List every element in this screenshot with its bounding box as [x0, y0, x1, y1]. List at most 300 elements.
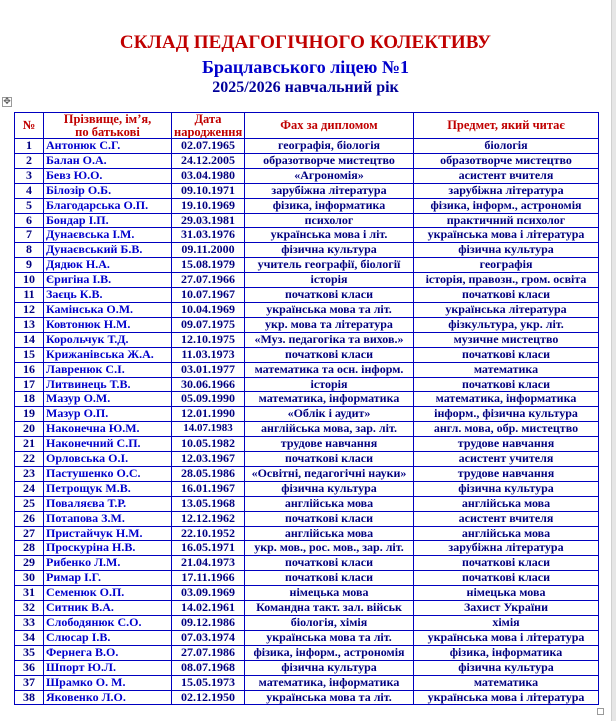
teacher-name-cell[interactable]	[44, 228, 172, 243]
row-number-cell[interactable]	[15, 601, 44, 616]
diploma-specialty-cell[interactable]	[245, 288, 414, 303]
row-number: 9	[26, 257, 32, 272]
teacher-name-cell[interactable]	[44, 630, 172, 645]
birth-date-cell[interactable]	[172, 660, 245, 675]
diploma-specialty-cell[interactable]	[245, 675, 414, 690]
taught-subject-cell[interactable]	[414, 511, 599, 526]
birth-date: 16.05.1971	[181, 540, 235, 555]
teacher-name: Благодарська О.П.	[46, 198, 149, 212]
diploma-specialty-cell[interactable]	[245, 228, 414, 243]
teacher-name-cell[interactable]	[44, 526, 172, 541]
header-date-line2: народження	[174, 124, 243, 139]
taught-subject: початкові класи	[461, 347, 551, 361]
birth-date-cell[interactable]	[172, 377, 245, 392]
table-row	[15, 392, 599, 407]
diploma-specialty: англійська мова	[284, 496, 374, 510]
row-number-cell[interactable]	[15, 586, 44, 601]
teacher-name: Слюсар І.В.	[46, 630, 111, 644]
teacher-name-cell[interactable]	[44, 466, 172, 481]
row-number-cell[interactable]	[15, 347, 44, 362]
birth-date: 03.09.1969	[181, 585, 235, 600]
table-row	[15, 496, 599, 511]
teacher-name-cell[interactable]	[44, 452, 172, 467]
diploma-specialty-cell[interactable]	[245, 153, 414, 168]
teacher-name-cell[interactable]	[44, 198, 172, 213]
diploma-specialty: українська мова і літ.	[270, 227, 388, 242]
row-number-cell[interactable]	[15, 526, 44, 541]
birth-date-cell[interactable]	[172, 228, 245, 243]
teacher-name: Лавренюк С.І.	[46, 362, 125, 376]
taught-subject-cell[interactable]	[414, 675, 599, 690]
diploma-specialty-cell[interactable]	[245, 690, 414, 705]
taught-subject-cell[interactable]	[414, 690, 599, 705]
birth-date-cell[interactable]	[172, 347, 245, 362]
row-number-cell[interactable]	[15, 422, 44, 437]
diploma-specialty-cell[interactable]	[245, 437, 414, 452]
row-number-cell[interactable]	[15, 541, 44, 556]
birth-date-cell[interactable]	[172, 675, 245, 690]
row-number-cell[interactable]	[15, 481, 44, 496]
teacher-name-cell[interactable]	[44, 332, 172, 347]
diploma-specialty-cell[interactable]	[245, 198, 414, 213]
row-number: 29	[23, 555, 35, 570]
diploma-specialty-cell[interactable]	[245, 645, 414, 660]
row-number: 12	[23, 302, 35, 316]
row-number-cell[interactable]	[15, 139, 44, 154]
row-number-cell[interactable]	[15, 153, 44, 168]
taught-subject-cell[interactable]	[414, 616, 599, 631]
taught-subject-cell[interactable]	[414, 496, 599, 511]
row-number: 18	[23, 391, 35, 406]
diploma-specialty: математика, інформатика	[258, 675, 400, 689]
taught-subject-cell[interactable]	[414, 362, 599, 377]
taught-subject-cell[interactable]	[414, 466, 599, 481]
diploma-specialty: початкові класи	[284, 451, 374, 466]
row-number-cell[interactable]	[15, 288, 44, 303]
row-number: 13	[23, 317, 35, 331]
row-number-cell[interactable]	[15, 496, 44, 511]
taught-subject-cell[interactable]	[414, 630, 599, 645]
diploma-specialty-cell[interactable]	[245, 392, 414, 407]
teacher-name-cell[interactable]	[44, 183, 172, 198]
taught-subject-cell[interactable]	[414, 168, 599, 183]
taught-subject-cell[interactable]	[414, 481, 599, 496]
birth-date-cell[interactable]	[172, 437, 245, 452]
diploma-specialty: географія, біологія	[277, 138, 381, 152]
birth-date: 12.01.1990	[181, 406, 235, 421]
taught-subject: асистент учителя	[458, 451, 554, 466]
taught-subject-cell[interactable]	[414, 273, 599, 288]
taught-subject-cell[interactable]	[414, 601, 599, 616]
row-number-cell[interactable]	[15, 452, 44, 467]
taught-subject-cell[interactable]	[414, 437, 599, 452]
diploma-specialty: фізична культура	[281, 481, 377, 495]
scrollbar[interactable]	[611, 0, 616, 721]
birth-date: 15.08.1979	[181, 257, 235, 272]
staff-table-body	[15, 139, 599, 705]
teacher-name-cell[interactable]	[44, 302, 172, 317]
teacher-name-cell[interactable]	[44, 586, 172, 601]
birth-date-cell[interactable]	[172, 690, 245, 705]
birth-date: 15.05.1973	[181, 675, 235, 689]
teacher-name: Мазур О.М.	[46, 391, 111, 406]
diploma-specialty-cell[interactable]	[245, 556, 414, 571]
teacher-name-cell[interactable]	[44, 496, 172, 511]
row-number-cell[interactable]	[15, 630, 44, 645]
table-row	[15, 228, 599, 243]
diploma-specialty-cell[interactable]	[245, 273, 414, 288]
taught-subject-cell[interactable]	[414, 288, 599, 303]
teacher-name: Яковенко Л.О.	[46, 690, 126, 704]
row-number: 37	[23, 675, 35, 689]
birth-date-cell[interactable]	[172, 541, 245, 556]
birth-date: 17.11.1966	[181, 570, 235, 585]
birth-date-cell[interactable]	[172, 496, 245, 511]
taught-subject-cell[interactable]	[414, 660, 599, 675]
table-row	[15, 168, 599, 183]
birth-date: 24.12.2005	[181, 153, 235, 167]
row-number: 21	[23, 436, 35, 451]
taught-subject-cell[interactable]	[414, 213, 599, 228]
teacher-name-cell[interactable]	[44, 481, 172, 496]
teacher-name-cell[interactable]	[44, 288, 172, 303]
birth-date: 10.04.1969	[181, 302, 235, 316]
taught-subject-cell[interactable]	[414, 228, 599, 243]
birth-date-cell[interactable]	[172, 153, 245, 168]
table-row	[15, 556, 599, 571]
birth-date-cell[interactable]	[172, 258, 245, 273]
row-number: 27	[23, 526, 35, 540]
diploma-specialty-cell[interactable]	[245, 317, 414, 332]
taught-subject: початкові класи	[461, 377, 551, 391]
teacher-name-cell[interactable]	[44, 347, 172, 362]
table-row	[15, 437, 599, 452]
diploma-specialty-cell[interactable]	[245, 571, 414, 586]
teacher-name-cell[interactable]	[44, 392, 172, 407]
teacher-name-cell[interactable]	[44, 556, 172, 571]
diploma-specialty-cell[interactable]	[245, 496, 414, 511]
header-name	[44, 113, 172, 139]
birth-date: 08.07.1968	[181, 660, 235, 674]
taught-subject: початкові класи	[461, 287, 551, 302]
diploma-specialty-cell[interactable]	[245, 362, 414, 377]
row-number: 11	[23, 287, 35, 302]
taught-subject-cell[interactable]	[414, 407, 599, 422]
birth-date-cell[interactable]	[172, 586, 245, 601]
diploma-specialty-cell[interactable]	[245, 511, 414, 526]
row-number-cell[interactable]	[15, 302, 44, 317]
taught-subject-cell[interactable]	[414, 183, 599, 198]
birth-date-cell[interactable]	[172, 481, 245, 496]
teacher-name: Пристайчук Н.М.	[46, 526, 143, 540]
paragraph-end-mark	[597, 708, 604, 715]
row-number-cell[interactable]	[15, 258, 44, 273]
taught-subject: математика, інформатика	[435, 391, 577, 406]
taught-subject: музичне мистецтво	[453, 332, 559, 346]
birth-date-cell[interactable]	[172, 571, 245, 586]
teacher-name-cell[interactable]	[44, 139, 172, 154]
row-number: 1	[26, 138, 32, 152]
teacher-name: Потапова З.М.	[46, 511, 125, 525]
diploma-specialty-cell[interactable]	[245, 526, 414, 541]
diploma-specialty-cell[interactable]	[245, 541, 414, 556]
birth-date-cell[interactable]	[172, 556, 245, 571]
header-num	[15, 113, 44, 139]
table-row	[15, 347, 599, 362]
taught-subject-cell[interactable]	[414, 302, 599, 317]
teacher-name: Білозір О.Б.	[46, 183, 112, 197]
birth-date-cell[interactable]	[172, 288, 245, 303]
taught-subject: історія, правозн., гром. освіта	[425, 272, 587, 287]
teacher-name-cell[interactable]	[44, 168, 172, 183]
birth-date: 02.12.1950	[181, 690, 235, 704]
diploma-specialty-cell[interactable]	[245, 407, 414, 422]
taught-subject-cell[interactable]	[414, 139, 599, 154]
row-number-cell[interactable]	[15, 511, 44, 526]
taught-subject-cell[interactable]	[414, 571, 599, 586]
diploma-specialty-cell[interactable]	[245, 377, 414, 392]
teacher-name-cell[interactable]	[44, 243, 172, 258]
birth-date-cell[interactable]	[172, 645, 245, 660]
taught-subject-cell[interactable]	[414, 243, 599, 258]
table-row	[15, 213, 599, 228]
diploma-specialty: фізика, інформатика	[272, 198, 386, 212]
table-row	[15, 601, 599, 616]
diploma-specialty: трудове навчання	[280, 436, 378, 451]
birth-date-cell[interactable]	[172, 407, 245, 422]
diploma-specialty-cell[interactable]	[245, 258, 414, 273]
diploma-specialty-cell[interactable]	[245, 601, 414, 616]
row-number-cell[interactable]	[15, 198, 44, 213]
taught-subject-cell[interactable]	[414, 422, 599, 437]
row-number-cell[interactable]	[15, 332, 44, 347]
teacher-name: Орловська О.І.	[46, 451, 129, 466]
row-number-cell[interactable]	[15, 362, 44, 377]
diploma-specialty-cell[interactable]	[245, 586, 414, 601]
taught-subject: асистент вчителя	[458, 511, 554, 525]
table-row	[15, 541, 599, 556]
birth-date: 14.02.1961	[181, 600, 235, 615]
taught-subject-cell[interactable]	[414, 645, 599, 660]
birth-date: 27.07.1966	[181, 272, 235, 287]
taught-subject: трудове навчання	[457, 436, 555, 451]
taught-subject-cell[interactable]	[414, 198, 599, 213]
row-number-cell[interactable]	[15, 213, 44, 228]
row-number-cell[interactable]	[15, 437, 44, 452]
teacher-name: Слободянюк С.О.	[46, 615, 142, 629]
taught-subject-cell[interactable]	[414, 153, 599, 168]
birth-date: 12.10.1975	[181, 332, 235, 346]
teacher-name-cell[interactable]	[44, 571, 172, 586]
taught-subject: біологія	[484, 138, 528, 152]
header-num-label: №	[22, 118, 36, 133]
row-number-cell[interactable]	[15, 660, 44, 675]
taught-subject-cell[interactable]	[414, 452, 599, 467]
teacher-name-cell[interactable]	[44, 362, 172, 377]
teacher-name-cell[interactable]	[44, 675, 172, 690]
teacher-name-cell[interactable]	[44, 422, 172, 437]
teacher-name-cell[interactable]	[44, 541, 172, 556]
row-number-cell[interactable]	[15, 675, 44, 690]
diploma-specialty-cell[interactable]	[245, 332, 414, 347]
table-row	[15, 511, 599, 526]
taught-subject-cell[interactable]	[414, 332, 599, 347]
teacher-name-cell[interactable]	[44, 645, 172, 660]
document-subtitle: Брацлавського ліцею №1	[202, 57, 409, 77]
taught-subject: зарубіжна література	[448, 540, 564, 555]
row-number-cell[interactable]	[15, 243, 44, 258]
table-row	[15, 466, 599, 481]
birth-date-cell[interactable]	[172, 139, 245, 154]
birth-date-cell[interactable]	[172, 302, 245, 317]
birth-date-cell[interactable]	[172, 198, 245, 213]
teacher-name: Поваляєва Т.Р.	[46, 496, 127, 510]
teacher-name: Пастушенко О.С.	[46, 466, 141, 480]
taught-subject: початкові класи	[461, 555, 551, 570]
teacher-name: Балан О.А.	[46, 153, 107, 167]
taught-subject-cell[interactable]	[414, 392, 599, 407]
row-number-cell[interactable]	[15, 466, 44, 481]
birth-date-cell[interactable]	[172, 526, 245, 541]
taught-subject: фізична культура	[458, 481, 554, 495]
birth-date-cell[interactable]	[172, 273, 245, 288]
teacher-name-cell[interactable]	[44, 407, 172, 422]
table-row	[15, 571, 599, 586]
teacher-name-cell[interactable]	[44, 660, 172, 675]
row-number-cell[interactable]	[15, 183, 44, 198]
birth-date-cell[interactable]	[172, 168, 245, 183]
diploma-specialty-cell[interactable]	[245, 302, 414, 317]
diploma-specialty-cell[interactable]	[245, 422, 414, 437]
birth-date: 03.04.1980	[181, 168, 235, 182]
birth-date-cell[interactable]	[172, 511, 245, 526]
birth-date-cell[interactable]	[172, 422, 245, 437]
diploma-specialty-cell[interactable]	[245, 213, 414, 228]
table-move-handle-icon[interactable]: ✥	[3, 97, 11, 107]
row-number-cell[interactable]	[15, 645, 44, 660]
diploma-specialty-cell[interactable]	[245, 168, 414, 183]
birth-date: 05.09.1990	[181, 391, 235, 406]
teacher-name-cell[interactable]	[44, 690, 172, 705]
taught-subject-cell[interactable]	[414, 347, 599, 362]
teacher-name-cell[interactable]	[44, 377, 172, 392]
taught-subject: українська мова і література	[427, 630, 585, 644]
taught-subject: фізична культура	[458, 660, 554, 674]
table-row	[15, 362, 599, 377]
row-number-cell[interactable]	[15, 690, 44, 705]
birth-date-cell[interactable]	[172, 183, 245, 198]
diploma-specialty: фізика, інформ., астрономія	[253, 645, 405, 659]
birth-date-cell[interactable]	[172, 243, 245, 258]
row-number-cell[interactable]	[15, 616, 44, 631]
row-number: 30	[23, 570, 35, 585]
birth-date-cell[interactable]	[172, 213, 245, 228]
row-number-cell[interactable]	[15, 571, 44, 586]
teacher-name-cell[interactable]	[44, 601, 172, 616]
taught-subject: Захист України	[463, 600, 549, 615]
row-number-cell[interactable]	[15, 407, 44, 422]
diploma-specialty: Командна такт. зал. військ	[256, 600, 402, 615]
birth-date-cell[interactable]	[172, 317, 245, 332]
taught-subject-cell[interactable]	[414, 541, 599, 556]
diploma-specialty-cell[interactable]	[245, 243, 414, 258]
row-number-cell[interactable]	[15, 168, 44, 183]
table-row	[15, 377, 599, 392]
teacher-name-cell[interactable]	[44, 511, 172, 526]
row-number: 15	[23, 347, 35, 361]
row-number-cell[interactable]	[15, 228, 44, 243]
diploma-specialty-cell[interactable]	[245, 660, 414, 675]
diploma-specialty-cell[interactable]	[245, 452, 414, 467]
birth-date-cell[interactable]	[172, 466, 245, 481]
row-number-cell[interactable]	[15, 273, 44, 288]
taught-subject-cell[interactable]	[414, 586, 599, 601]
diploma-specialty-cell[interactable]	[245, 183, 414, 198]
taught-subject-cell[interactable]	[414, 258, 599, 273]
diploma-specialty: історія	[310, 272, 348, 287]
birth-date-cell[interactable]	[172, 452, 245, 467]
row-number: 28	[23, 540, 35, 555]
diploma-specialty-cell[interactable]	[245, 630, 414, 645]
teacher-name-cell[interactable]	[44, 153, 172, 168]
diploma-specialty: «Облік і аудит»	[287, 406, 371, 421]
diploma-specialty-cell[interactable]	[245, 481, 414, 496]
row-number-cell[interactable]	[15, 317, 44, 332]
row-number: 4	[26, 183, 32, 197]
row-number-cell[interactable]	[15, 556, 44, 571]
teacher-name-cell[interactable]	[44, 437, 172, 452]
row-number: 5	[26, 198, 32, 212]
birth-date-cell[interactable]	[172, 362, 245, 377]
table-header-row	[15, 113, 599, 139]
row-number: 24	[23, 481, 35, 495]
birth-date: 19.10.1969	[181, 198, 235, 212]
row-number: 16	[23, 362, 35, 376]
taught-subject-cell[interactable]	[414, 526, 599, 541]
diploma-specialty-cell[interactable]	[245, 347, 414, 362]
taught-subject-cell[interactable]	[414, 556, 599, 571]
diploma-specialty-cell[interactable]	[245, 139, 414, 154]
row-number: 34	[23, 630, 35, 644]
row-number-cell[interactable]	[15, 377, 44, 392]
teacher-name-cell[interactable]	[44, 273, 172, 288]
birth-date-cell[interactable]	[172, 616, 245, 631]
row-number: 19	[23, 406, 35, 421]
teacher-name-cell[interactable]	[44, 213, 172, 228]
birth-date-cell[interactable]	[172, 332, 245, 347]
birth-date-cell[interactable]	[172, 630, 245, 645]
diploma-specialty-cell[interactable]	[245, 616, 414, 631]
teacher-name: Римар І.Г.	[46, 570, 101, 585]
table-row	[15, 317, 599, 332]
header-specialty-label: Фах за дипломом	[280, 118, 378, 133]
diploma-specialty-cell[interactable]	[245, 466, 414, 481]
birth-date: 21.04.1973	[181, 555, 235, 570]
row-number: 6	[26, 213, 32, 227]
birth-date: 02.07.1965	[181, 138, 235, 152]
teacher-name: Шпорт Ю.Л.	[46, 660, 116, 674]
teacher-name-cell[interactable]	[44, 616, 172, 631]
birth-date-cell[interactable]	[172, 601, 245, 616]
taught-subject-cell[interactable]	[414, 317, 599, 332]
row-number-cell[interactable]	[15, 392, 44, 407]
taught-subject: англійська мова	[461, 496, 551, 510]
teacher-name-cell[interactable]	[44, 258, 172, 273]
birth-date-cell[interactable]	[172, 392, 245, 407]
teacher-name-cell[interactable]	[44, 317, 172, 332]
teacher-name: Проскуріна Н.В.	[46, 540, 136, 555]
taught-subject-cell[interactable]	[414, 377, 599, 392]
